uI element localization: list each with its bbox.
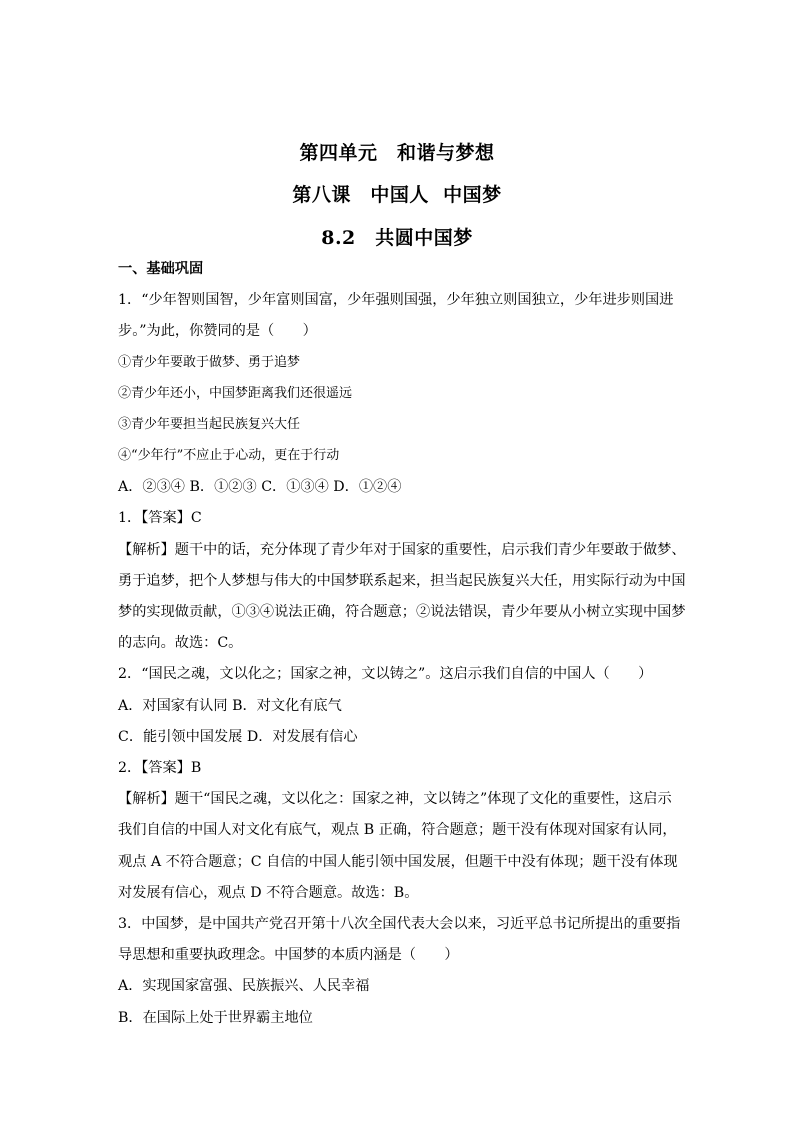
q3-stem-line2: 导思想和重要执政理念。中国梦的本质内涵是（ ） [118,947,459,963]
q1-option-3: ③青少年要担当起民族复兴大任 [118,417,301,432]
q2-explanation-line4: 对发展有信心，观点 D 不符合题意。故选：B。 [118,885,419,901]
unit-title: 第四单元 和谐与梦想 [299,142,495,164]
q1-stem-line1: 1．“少年智则国智，少年富则国富，少年强则国强，少年独立则国独立，少年进步则国进 [118,292,674,308]
q1-explanation-line1: 【解析】题干中的话，充分体现了青少年对于国家的重要性，启示我们青少年要敢于做梦、 [118,542,686,558]
q2-choices-ab: A．对国家有认同 B．对文化有底气 [118,698,342,714]
q1-choices: A．②③④ B．①②③ C．①③④ D．①②④ [118,479,402,495]
part-heading: 一、基础巩固 [118,261,204,277]
q1-explanation-line3: 梦的实现做贡献，①③④说法正确，符合题意；②说法错误，青少年要从小树立实现中国梦 [118,604,686,620]
q3-stem-line1: 3．中国梦，是中国共产党召开第十八次全国代表大会以来，习近平总书记所提出的重要指 [118,916,681,932]
q2-choices-cd: C．能引领中国发展 D．对发展有信心 [118,729,358,745]
section-title: 8.2 共圆中国梦 [321,227,473,249]
q3-choice-b: B．在国际上处于世界霸主地位 [118,1010,313,1026]
q1-option-2: ②青少年还小，中国梦距离我们还很遥远 [118,386,353,401]
q2-explanation-line2: 我们自信的中国人对文化有底气，观点 B 正确，符合题意；题干没有体现对国家有认同， [118,822,677,838]
q3-choice-a: A．实现国家富强、民族振兴、人民幸福 [118,978,370,994]
q1-option-1: ①青少年要敢于做梦、勇于追梦 [118,355,301,370]
q1-explanation-line4: 的志向。故选：C。 [118,635,243,651]
q2-explanation-line1: 【解析】题干“国民之魂，文以化之：国家之神，文以铸之”体现了文化的重要性，这启示 [118,791,672,807]
q1-explanation-line2: 勇于追梦，把个人梦想与伟大的中国梦联系起来，担当起民族复兴大任，用实际行动为中国 [118,573,686,589]
q2-explanation-line3: 观点 A 不符合题意；C 自信的中国人能引领中国发展，但题干中没有体现；题干没有体现 [118,854,678,870]
q1-stem-line2: 步。”为此，你赞同的是（ ） [118,323,317,339]
q2-stem: 2．“国民之魂，文以化之；国家之神，文以铸之”。这启示我们自信的中国人（ ） [118,666,653,682]
lesson-title: 第八课 中国人 中国梦 [292,184,502,206]
q1-option-4: ④“少年行”不应止于心动，更在于行动 [118,448,340,463]
q1-answer: 1．【答案】C [118,510,202,526]
q2-answer: 2．【答案】B [118,760,202,776]
